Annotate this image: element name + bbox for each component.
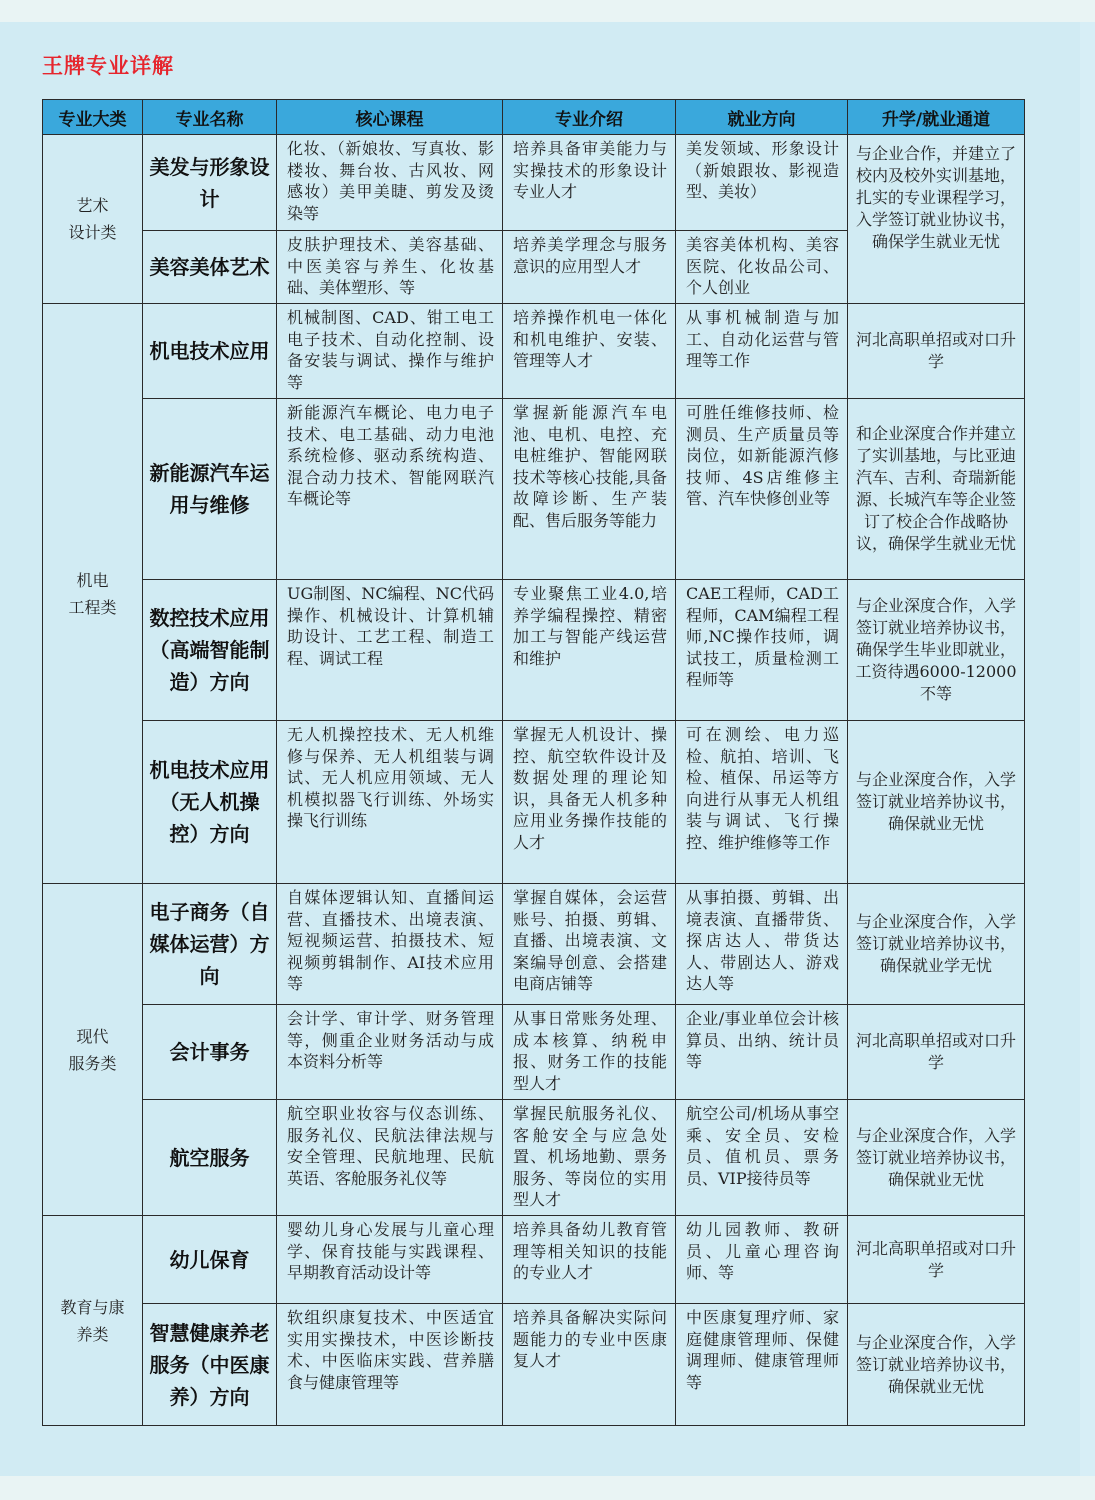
major-intro: 培养具备审美能力与实操技术的形象设计专业人才 [503, 135, 676, 231]
major-name: 会计事务 [143, 1005, 277, 1100]
major-intro: 掌握新能源汽车电池、电机、电控、充电桩维护、智能网联技术等核心技能,具备故障诊断、生产装配、售后服务等能力 [503, 399, 676, 580]
core-courses: 航空职业妆容与仪态训练、服务礼仪、民航法律法规与安全管理、民航地理、民航英语、客舱服务礼仪等 [277, 1100, 503, 1216]
header-employment: 就业方向 [676, 100, 848, 135]
core-courses: 无人机操控技术、无人机维修与保养、无人机组装与调试、无人机应用领域、无人机模拟器飞行训练、外场实操飞行训练 [277, 721, 503, 884]
top-strip [0, 0, 1095, 22]
major-intro: 培养美学理念与服务意识的应用型人才 [503, 231, 676, 304]
channel: 和企业深度合作并建立了实训基地，与比亚迪汽车、吉利、奇瑞新能源、长城汽车等企业签订了校企合作战略协议，确保学生就业无忧 [848, 399, 1025, 580]
employment-direction: 中医康复理疗师、家庭健康管理师、保健调理师、健康管理师等 [676, 1304, 848, 1426]
major-name: 电子商务（自媒体运营）方向 [143, 884, 277, 1005]
major-intro: 掌握无人机设计、操控、航空软件设计及数据处理的理论知识，具备无人机多种应用业务操作技能的人才 [503, 721, 676, 884]
header-major-name: 专业名称 [143, 100, 277, 135]
major-intro: 培养操作机电一体化和机电维护、安装、管理等人才 [503, 304, 676, 399]
table-row [43, 304, 1025, 399]
channel: 河北高职单招或对口升学 [848, 304, 1025, 399]
category-art-design: 艺术 设计类 [43, 135, 143, 304]
employment-direction: 幼儿园教师、教研员、儿童心理咨询师、等 [676, 1216, 848, 1304]
table-row [43, 1304, 1025, 1426]
core-courses: 机械制图、CAD、钳工电工电子技术、自动化控制、设备安装与调试、操作与维护等 [277, 304, 503, 399]
major-name: 机电技术应用 [143, 304, 277, 399]
employment-direction: CAE工程师，CAD工程师，CAM编程工程师,NC操作技师，调试技工，质量检测工程师等 [676, 580, 848, 721]
major-name: 航空服务 [143, 1100, 277, 1216]
core-courses: UG制图、NC编程、NC代码操作、机械设计、计算机辅助设计、工艺工程、制造工程、调试工程 [277, 580, 503, 721]
major-intro: 掌握自媒体，会运营账号、拍摄、剪辑、直播、出境表演、文案编导创意、会搭建电商店铺等 [503, 884, 676, 1005]
major-name: 数控技术应用（高端智能制造）方向 [143, 580, 277, 721]
channel: 与企业合作，并建立了校内及校外实训基地，扎实的专业课程学习，入学签订就业协议书，确保学生就业无忧 [848, 135, 1025, 304]
core-courses: 新能源汽车概论、电力电子技术、电工基础、动力电池系统检修、驱动系统构造、混合动力技术、智能网联汽车概论等 [277, 399, 503, 580]
employment-direction: 企业/事业单位会计核算员、出纳、统计员等 [676, 1005, 848, 1100]
major-intro: 培养具备幼儿教育管理等相关知识的技能的专业人才 [503, 1216, 676, 1304]
core-courses: 化妆、（新娘妆、写真妆、影楼妆、舞台妆、古风妆、网感妆）美甲美睫、剪发及烫染等 [277, 135, 503, 231]
major-name: 智慧健康养老服务（中医康养）方向 [143, 1304, 277, 1426]
table-row [43, 1100, 1025, 1216]
employment-direction: 从事拍摄、剪辑、出境表演、直播带货、探店达人、带货达人、带剧达人、游戏达人等 [676, 884, 848, 1005]
header-channel: 升学/就业通道 [848, 100, 1025, 135]
table-header-row [43, 100, 1025, 135]
page-title: 王牌专业详解 [42, 54, 174, 78]
header-introduction: 专业介绍 [503, 100, 676, 135]
major-name: 美容美体艺术 [143, 231, 277, 304]
table-row [43, 399, 1025, 580]
table-row [43, 580, 1025, 721]
table-row [43, 1216, 1025, 1304]
core-courses: 自媒体逻辑认知、直播间运营、直播技术、出境表演、短视频运营、拍摄技术、短视频剪辑制作、AI技术应用等 [277, 884, 503, 1005]
channel: 与企业深度合作，入学签订就业培养协议书，确保就业无忧 [848, 1304, 1025, 1426]
major-intro: 掌握民航服务礼仪、客舱安全与应急处置、机场地勤、票务服务、等岗位的实用型人才 [503, 1100, 676, 1216]
employment-direction: 航空公司/机场从事空乘、安全员、安检员、值机员、票务员、VIP接待员等 [676, 1100, 848, 1216]
employment-direction: 从事机械制造与加工、自动化运营与管理等工作 [676, 304, 848, 399]
core-courses: 软组织康复技术、中医适宜实用实操技术，中医诊断技术、中医临床实践、营养膳食与健康管理等 [277, 1304, 503, 1426]
majors-table [42, 99, 1025, 1426]
channel: 河北高职单招或对口升学 [848, 1005, 1025, 1100]
bottom-strip [0, 1476, 1095, 1500]
table-row [43, 135, 1025, 231]
channel: 河北高职单招或对口升学 [848, 1216, 1025, 1304]
employment-direction: 美容美体机构、美容医院、化妆品公司、个人创业 [676, 231, 848, 304]
employment-direction: 美发领域、形象设计（新娘跟妆、影视造型、美妆） [676, 135, 848, 231]
core-courses: 会计学、审计学、财务管理等，侧重企业财务活动与成本资料分析等 [277, 1005, 503, 1100]
table-row [43, 884, 1025, 1005]
major-name: 幼儿保育 [143, 1216, 277, 1304]
major-intro: 专业聚焦工业4.0,培养学编程操控、精密加工与智能产线运营和维护 [503, 580, 676, 721]
table-row [43, 721, 1025, 884]
major-intro: 从事日常账务处理、成本核算、纳税申报、财务工作的技能型人才 [503, 1005, 676, 1100]
major-name: 机电技术应用（无人机操控）方向 [143, 721, 277, 884]
table-row [43, 1005, 1025, 1100]
employment-direction: 可胜任维修技师、检测员、生产质量员等岗位，如新能源汽修技师、4S店维修主管、汽车快修创业等 [676, 399, 848, 580]
category-mechatronics: 机电 工程类 [43, 304, 143, 884]
core-courses: 皮肤护理技术、美容基础、中医美容与养生、化妆基础、美体塑形、等 [277, 231, 503, 304]
core-courses: 婴幼儿身心发展与儿童心理学、保育技能与实践课程、早期教育活动设计等 [277, 1216, 503, 1304]
header-category: 专业大类 [43, 100, 143, 135]
major-name: 美发与形象设计 [143, 135, 277, 231]
category-modern-service: 现代 服务类 [43, 884, 143, 1216]
major-name: 新能源汽车运用与维修 [143, 399, 277, 580]
header-core-courses: 核心课程 [277, 100, 503, 135]
channel: 与企业深度合作，入学签订就业培养协议书，确保就业无忧 [848, 1100, 1025, 1216]
channel: 与企业深度合作，入学签订就业培养协议书，确保就业学无忧 [848, 884, 1025, 1005]
channel: 与企业深度合作，入学签订就业培养协议书，确保学生毕业即就业，工资待遇6000-12000不等 [848, 580, 1025, 721]
category-education-health: 教育与康 养类 [43, 1216, 143, 1426]
major-intro: 培养具备解决实际问题能力的专业中医康复人才 [503, 1304, 676, 1426]
channel: 与企业深度合作，入学签订就业培养协议书，确保就业无忧 [848, 721, 1025, 884]
employment-direction: 可在测绘、电力巡检、航拍、培训、飞检、植保、吊运等方向进行从事无人机组装与调试、飞行操控、维护维修等工作 [676, 721, 848, 884]
